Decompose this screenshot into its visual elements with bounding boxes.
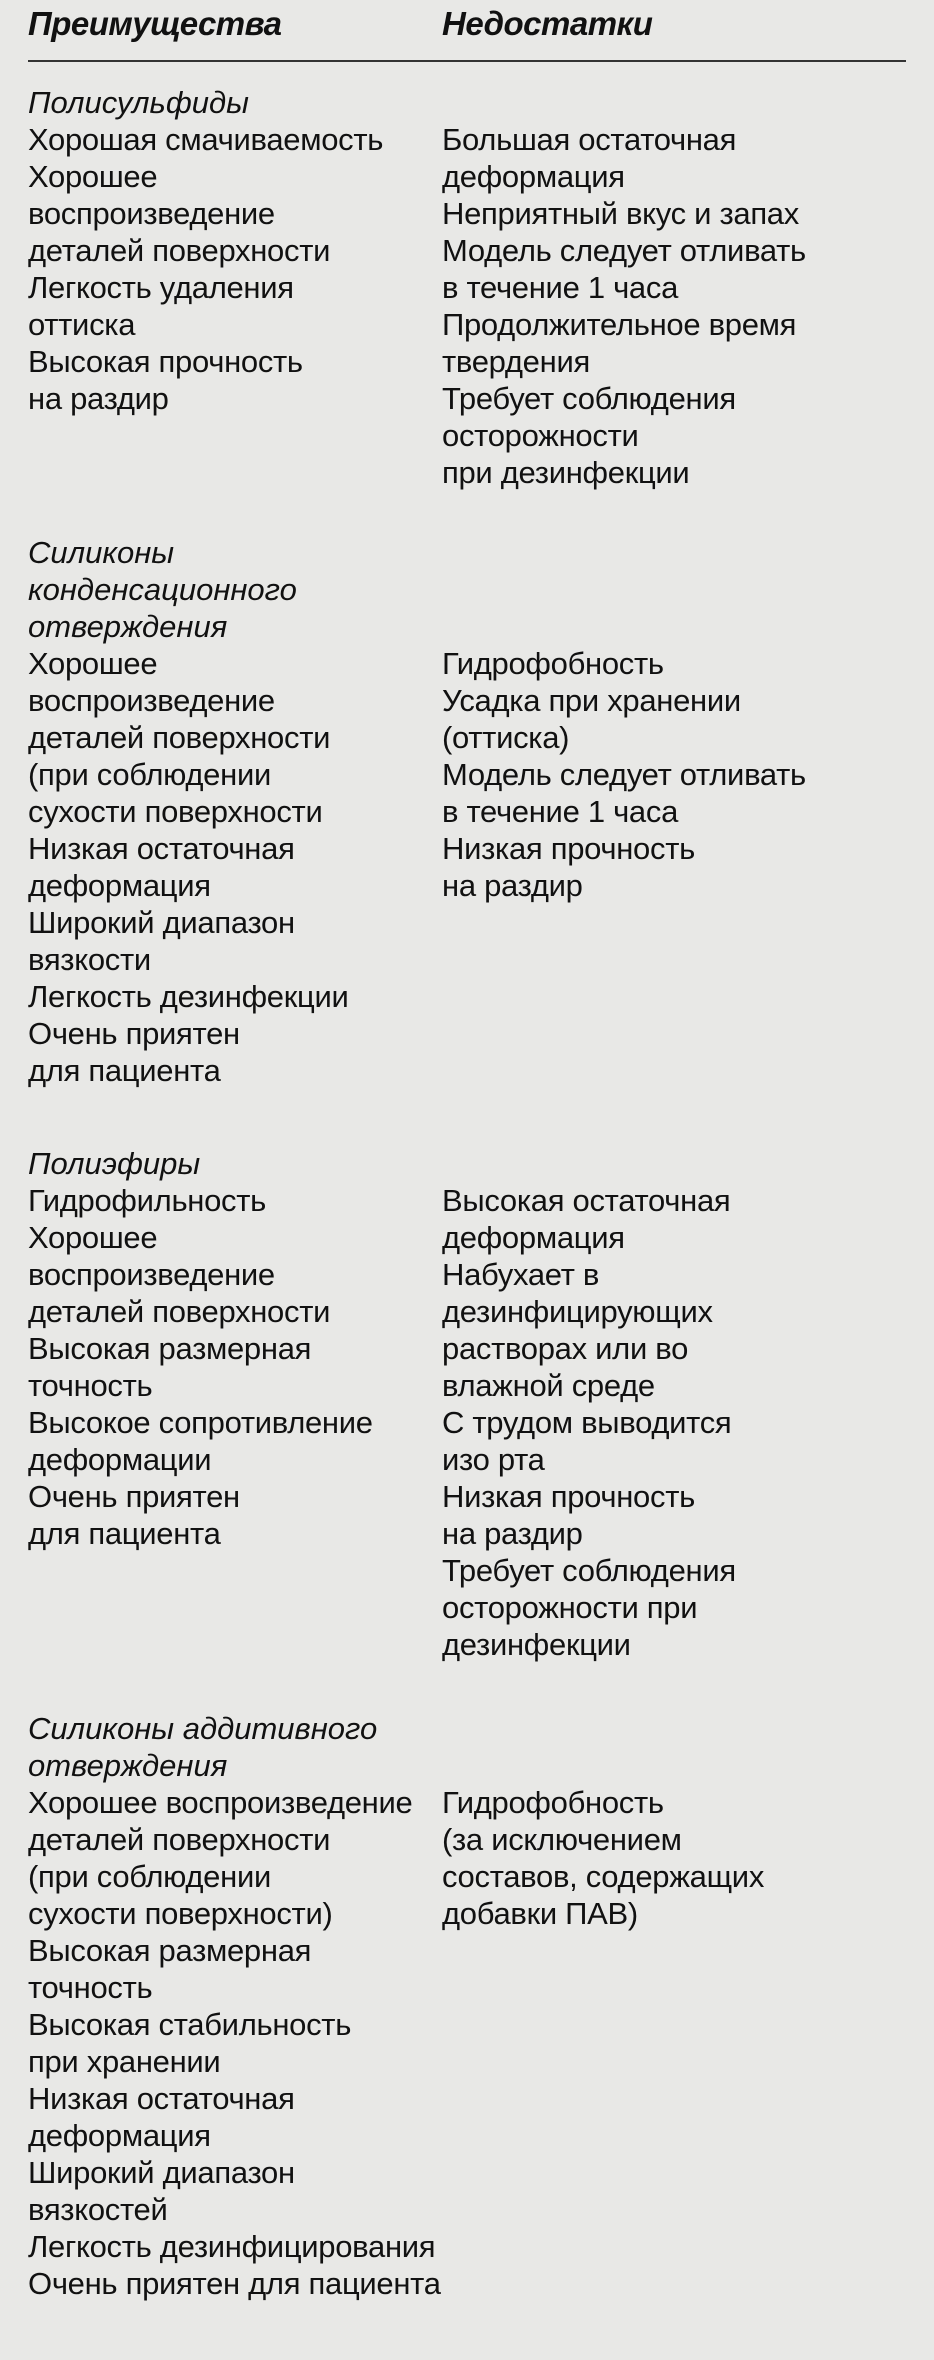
- disadvantages-list: Гидрофобность Усадка при хранении (оттиска) Модель следует отливать в течение 1 часа Низкая прочность на раздир: [442, 646, 806, 903]
- disadvantages-list: Гидрофобность (за исключением составов, содержащих добавки ПАВ): [442, 1785, 765, 1931]
- disadvantages-heading: Недостатки: [442, 5, 653, 42]
- section-title: Полисульфиды: [28, 85, 249, 120]
- section-title: Силиконы конденсационного отверждения: [28, 535, 297, 644]
- advantages-list: Хорошее воспроизведение деталей поверхности (при соблюдении сухости поверхности) Высокая размерная точность Высокая стабильность при хранении Низкая остаточная деформация Широкий диапазон вязкостей Легкость дезинфицирования Очень приятен для пациента: [28, 1785, 441, 2301]
- table-header: [0, 4, 934, 64]
- advantages-list: Хорошая смачиваемость Хорошее воспроизведение деталей поверхности Легкость удаления оттиска Высокая прочность на раздир: [28, 122, 384, 416]
- disadvantages-list: Высокая остаточная деформация Набухает в дезинфицирующих растворах или во влажной среде С трудом выводится изо рта Низкая прочность на раздир Требует соблюдения осторожности при дезинфекции: [442, 1183, 736, 1662]
- section-title: Силиконы аддитивного отверждения: [28, 1711, 378, 1783]
- section-title: Полиэфиры: [28, 1146, 201, 1181]
- header-divider: [28, 60, 906, 62]
- disadvantages-list: Большая остаточная деформация Неприятный вкус и запах Модель следует отливать в течение 1 часа Продолжительное время твердения Требует соблюдения осторожности при дезинфекции: [442, 122, 806, 490]
- advantages-heading: Преимущества: [28, 5, 282, 42]
- advantages-list: Гидрофильность Хорошее воспроизведение деталей поверхности Высокая размерная точность Высокое сопротивление деформации Очень приятен для пациента: [28, 1183, 373, 1551]
- advantages-list: Хорошее воспроизведение деталей поверхности (при соблюдении сухости поверхности Низкая остаточная деформация Широкий диапазон вязкости Легкость дезинфекции Очень приятен для пациента: [28, 646, 349, 1088]
